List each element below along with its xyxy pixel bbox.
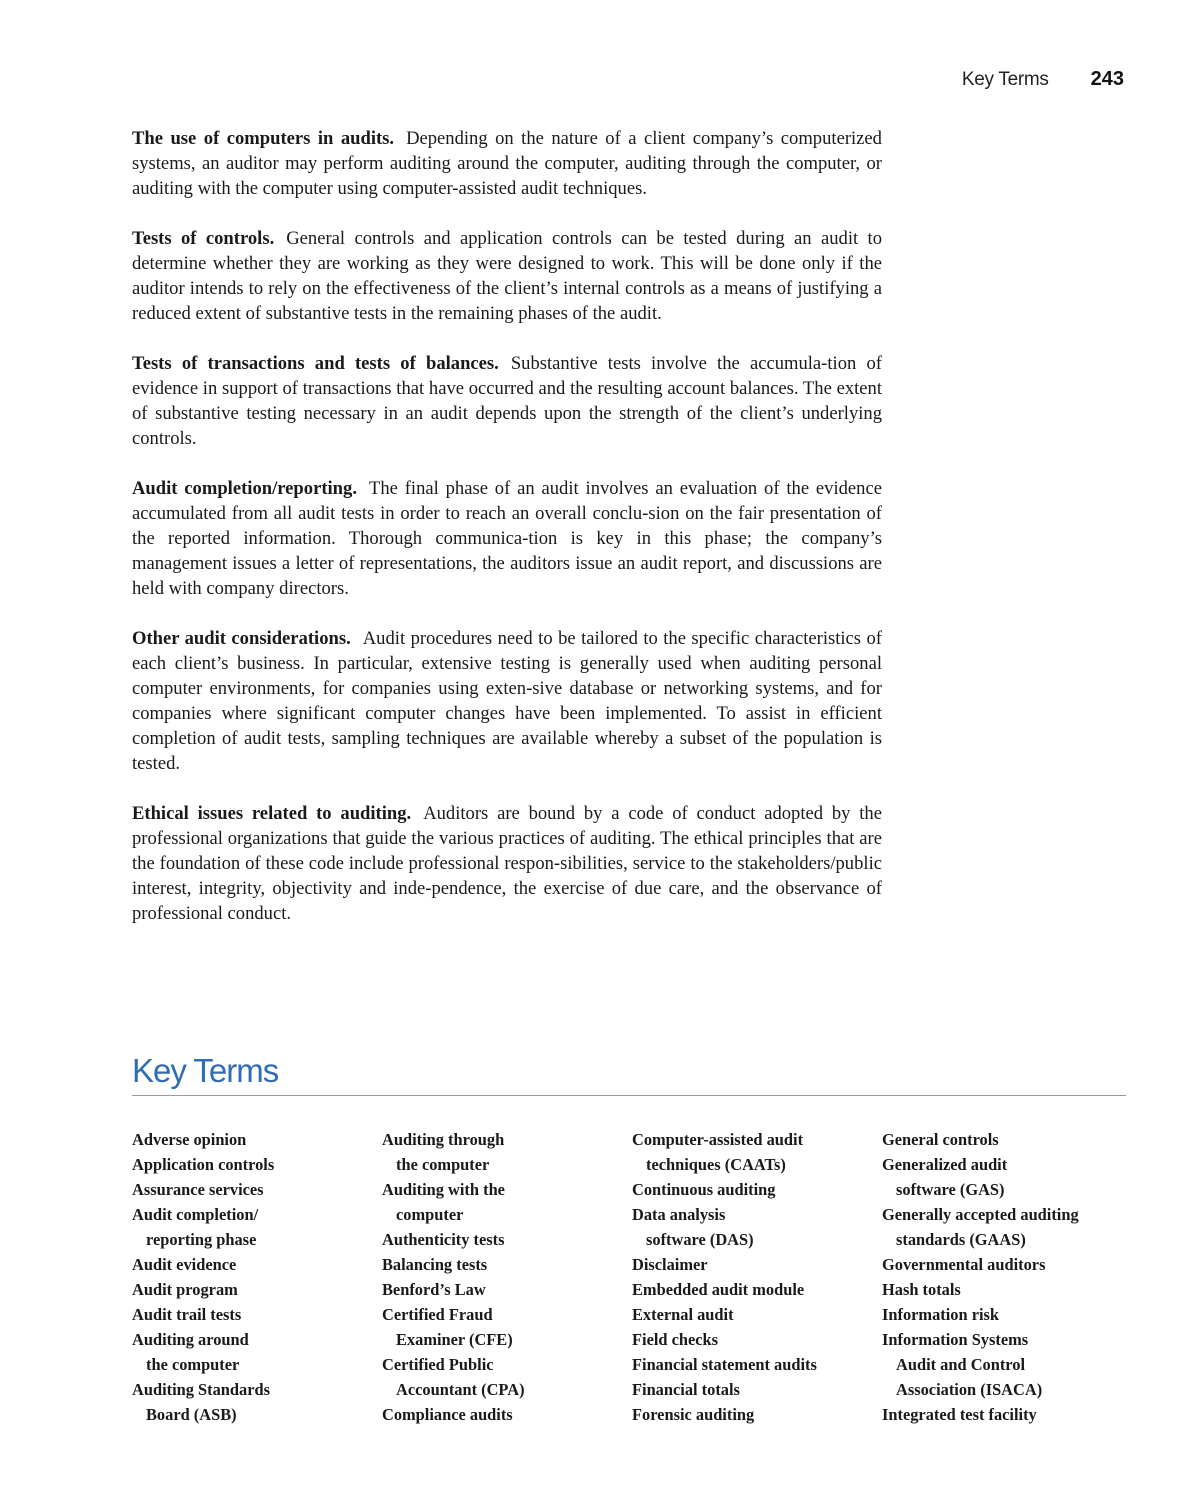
key-term (882, 1127, 1132, 1152)
key-term (632, 1302, 882, 1327)
key-terms-column (882, 1127, 1132, 1427)
summary-paragraph (132, 476, 882, 601)
key-term (632, 1377, 882, 1402)
summary-paragraph (132, 801, 882, 926)
chapter-summary (132, 126, 882, 951)
key-term (882, 1277, 1132, 1302)
key-term-text: Auditing through (382, 1130, 505, 1149)
section-divider (132, 1095, 1126, 1096)
key-term-text: Certified Public (382, 1355, 494, 1374)
paragraph-lead-heading: Tests of transactions and tests of balances. (132, 353, 499, 374)
key-term-text: External audit (632, 1305, 734, 1324)
paragraph-lead-heading: Other audit considerations. (132, 628, 351, 649)
key-term-continuation: reporting phase (146, 1230, 257, 1249)
summary-paragraph (132, 351, 882, 451)
key-term-text: Data analysis (632, 1205, 726, 1224)
key-term-text: Audit program (132, 1280, 238, 1299)
key-term (132, 1127, 382, 1152)
key-term-continuation: Accountant (CPA) (396, 1380, 525, 1399)
key-term (382, 1277, 632, 1302)
key-term (132, 1327, 382, 1377)
key-term (382, 1302, 632, 1352)
key-term-text: Disclaimer (632, 1255, 708, 1274)
key-term-text: Integrated test facility (882, 1405, 1037, 1424)
key-term (382, 1252, 632, 1277)
key-term-text: Information risk (882, 1305, 1000, 1324)
key-term-continuation: the computer (396, 1155, 490, 1174)
key-term (132, 1302, 382, 1327)
key-term-text: Hash totals (882, 1280, 961, 1299)
paragraph-lead-heading: Audit completion/reporting. (132, 478, 357, 499)
key-term (632, 1202, 882, 1252)
key-term-text: Adverse opinion (132, 1130, 247, 1149)
key-terms-column (382, 1127, 632, 1427)
paragraph-lead-heading: The use of computers in audits. (132, 128, 395, 149)
key-term-text: Financial totals (632, 1380, 740, 1399)
key-term-continuation: Association (ISACA) (896, 1380, 1043, 1399)
key-term-text: Generalized audit (882, 1155, 1008, 1174)
key-term (882, 1302, 1132, 1327)
key-term (882, 1327, 1132, 1402)
key-term-text: Assurance services (132, 1180, 264, 1199)
key-term-text: Audit trail tests (132, 1305, 242, 1324)
key-term-text: Application controls (132, 1155, 275, 1174)
key-term-continuation: Board (ASB) (146, 1405, 237, 1424)
key-terms-list (132, 1127, 1132, 1427)
key-term (632, 1402, 882, 1427)
running-head-section: Key Terms (961, 69, 1049, 90)
key-term-text: Governmental auditors (882, 1255, 1046, 1274)
key-term (882, 1152, 1132, 1202)
key-term-text: General controls (882, 1130, 999, 1149)
key-term (882, 1402, 1132, 1427)
paragraph-body: The final phase of an audit involves an evaluation of the evidence accumulated from all audit tests in order to reach an overall conclu-sion on the fair presentation of the reported information. Thorough communica-tion is key in this phase; the company’s management issues a letter of representations, the auditors issue an audit report, and discussions are held with company directors. (132, 478, 882, 599)
key-terms-column (632, 1127, 882, 1427)
key-term (382, 1352, 632, 1402)
key-term (882, 1202, 1132, 1252)
key-term-text: Embedded audit module (632, 1280, 805, 1299)
key-term-continuation: Examiner (CFE) (396, 1330, 513, 1349)
key-terms-heading: Key Terms (132, 1052, 279, 1089)
key-term (132, 1152, 382, 1177)
key-term (132, 1252, 382, 1277)
key-term (382, 1402, 632, 1427)
key-term (382, 1227, 632, 1252)
key-term (632, 1352, 882, 1377)
key-term-continuation: standards (GAAS) (896, 1230, 1026, 1249)
key-term-continuation: the computer (146, 1355, 240, 1374)
key-term-text: Compliance audits (382, 1405, 513, 1424)
key-term-text: Audit completion/ (132, 1205, 259, 1224)
key-term-text: Authenticity tests (382, 1230, 505, 1249)
paragraph-body: Substantive tests involve the accumula-tion of evidence in support of transactions that have occurred and the resulting account balances. The extent of substantive testing necessary in an audit depends upon the strength of the client’s underlying controls. (132, 353, 882, 449)
paragraph-body: Depending on the nature of a client company’s computerized systems, an auditor may perform auditing around the computer, auditing through the computer, or auditing with the computer using computer-assisted audit techniques. (132, 128, 882, 199)
page-number: 243 (1090, 68, 1124, 90)
key-term-text: Auditing with the (382, 1180, 505, 1199)
key-term-text: Generally accepted auditing (882, 1205, 1079, 1224)
key-term-text: Field checks (632, 1330, 719, 1349)
key-term-continuation: software (DAS) (646, 1230, 754, 1249)
key-term-text: Financial statement audits (632, 1355, 817, 1374)
paragraph-body: Audit procedures need to be tailored to the specific characteristics of each client’s business. In particular, extensive testing is generally used when auditing personal computer environments, for companies using exten-sive database or networking systems, and for companies where significant computer changes have been implemented. To assist in efficient completion of audit tests, sampling techniques are available whereby a subset of the population is tested. (132, 628, 882, 774)
key-term (632, 1177, 882, 1202)
key-term (632, 1127, 882, 1177)
key-term-text: Continuous auditing (632, 1180, 776, 1199)
key-term (382, 1177, 632, 1227)
summary-paragraph (132, 126, 882, 201)
paragraph-body: Auditors are bound by a code of conduct adopted by the professional organizations that guide the various practices of auditing. The ethical principles that are the foundation of these code include professional respon-sibilities, service to the stakeholders/public interest, integrity, objectivity and inde-pendence, the exercise of due care, and the observance of professional conduct. (132, 803, 882, 924)
key-terms-column (132, 1127, 382, 1427)
key-term-continuation: software (GAS) (896, 1180, 1005, 1199)
key-term (382, 1127, 632, 1177)
key-term (632, 1277, 882, 1302)
key-term-continuation: Audit and Control (896, 1355, 1026, 1374)
key-term (882, 1252, 1132, 1277)
summary-paragraph (132, 226, 882, 326)
key-term-text: Benford’s Law (382, 1280, 486, 1299)
key-term (132, 1202, 382, 1252)
key-term-text: Auditing around (132, 1330, 249, 1349)
key-term (132, 1177, 382, 1202)
key-term (632, 1327, 882, 1352)
paragraph-lead-heading: Tests of controls. (132, 228, 275, 249)
key-term-text: Forensic auditing (632, 1405, 755, 1424)
summary-paragraph (132, 626, 882, 776)
key-term (132, 1377, 382, 1427)
key-term-text: Certified Fraud (382, 1305, 493, 1324)
key-term (632, 1252, 882, 1277)
key-term-continuation: techniques (CAATs) (646, 1155, 786, 1174)
key-term-text: Computer-assisted audit (632, 1130, 804, 1149)
key-term-text: Auditing Standards (132, 1380, 271, 1399)
running-head (962, 68, 1124, 91)
key-term (132, 1277, 382, 1302)
paragraph-lead-heading: Ethical issues related to auditing. (132, 803, 412, 824)
key-term-text: Balancing tests (382, 1255, 488, 1274)
key-term-text: Audit evidence (132, 1255, 237, 1274)
key-term-continuation: computer (396, 1205, 464, 1224)
key-term-text: Information Systems (882, 1330, 1029, 1349)
paragraph-body: General controls and application controls can be tested during an audit to determine whether they are working as they were designed to work. This will be done only if the auditor intends to rely on the effectiveness of the client’s internal controls as a means of justifying a reduced extent of substantive tests in the remaining phases of the audit. (132, 228, 882, 324)
